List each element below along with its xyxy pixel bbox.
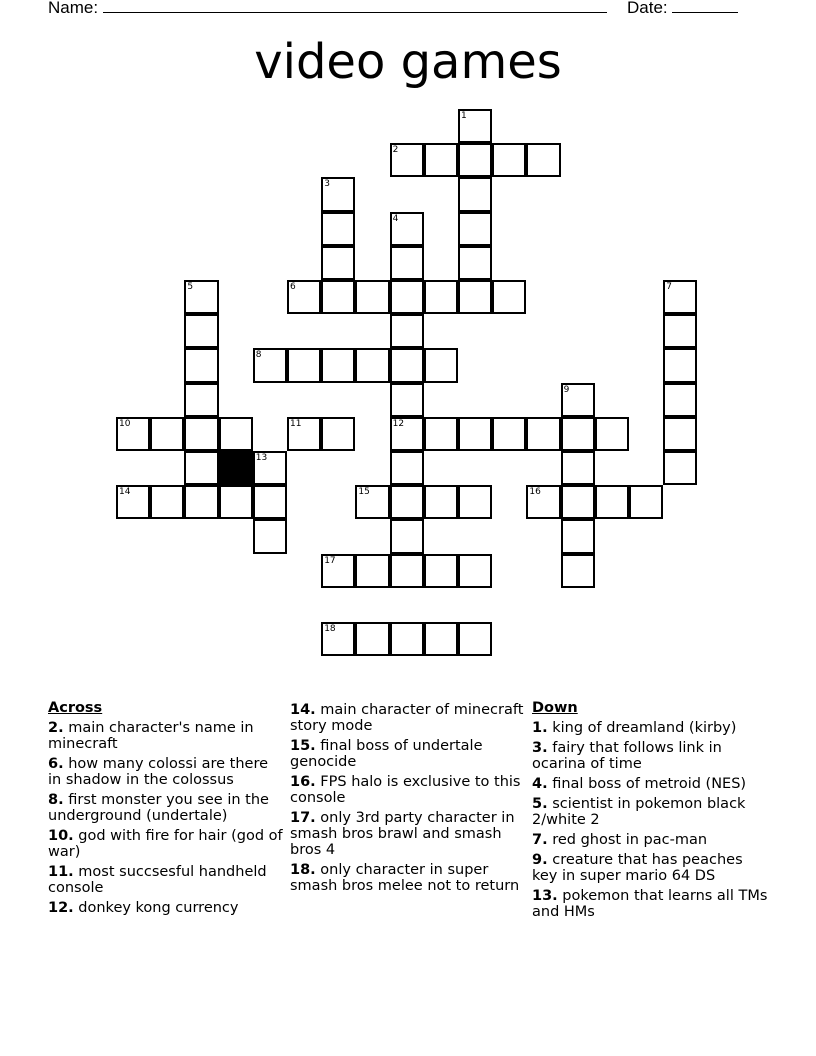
grid-cell[interactable] [184, 383, 218, 417]
grid-cell[interactable] [526, 143, 560, 177]
clue-text: creature that has peaches key in super mario 64 DS [532, 852, 743, 884]
grid-cell[interactable] [184, 485, 218, 519]
across-clue [290, 738, 526, 770]
grid-cell[interactable] [287, 280, 321, 314]
clue-text: main character's name in minecraft [48, 720, 254, 752]
clue-text: main character of minecraft story mode [290, 702, 524, 734]
grid-cell[interactable] [390, 212, 424, 246]
grid-cell[interactable] [390, 417, 424, 451]
across-clue [48, 900, 284, 916]
clue-number: 16. [290, 774, 316, 790]
clue-number: 9. [532, 852, 548, 868]
clue-text: FPS halo is exclusive to this console [290, 774, 521, 806]
down-clue [532, 852, 772, 884]
grid-cell[interactable] [390, 246, 424, 280]
grid-cell[interactable] [184, 348, 218, 382]
grid-cell[interactable] [321, 177, 355, 211]
clue-number: 16 [529, 487, 541, 498]
grid-cell[interactable] [390, 314, 424, 348]
grid-cell[interactable] [424, 485, 458, 519]
clue-number: 11 [290, 418, 302, 429]
clue-number: 2 [392, 145, 399, 156]
across-heading: Across [48, 700, 103, 716]
clue-number: 2. [48, 720, 64, 736]
clue-number: 6. [48, 756, 64, 772]
grid-cell[interactable] [458, 554, 492, 588]
clue-number: 1 [461, 111, 467, 121]
grid-cell[interactable] [150, 485, 184, 519]
across-clue [290, 862, 526, 894]
grid-cell[interactable] [526, 417, 560, 451]
grid-cell[interactable] [287, 417, 321, 451]
grid-cell[interactable] [184, 314, 218, 348]
clue-number: 13 [255, 453, 268, 463]
clue-text: king of dreamland (kirby) [547, 720, 737, 736]
grid-cell[interactable] [321, 348, 355, 382]
grid-cell[interactable] [595, 417, 629, 451]
grid-cell[interactable] [253, 451, 287, 485]
clue-text: fairy that follows link in ocarina of time [532, 740, 722, 772]
grid-cell[interactable] [150, 417, 184, 451]
clue-number: 5. [532, 796, 548, 812]
clue-text: god with fire for hair (god of war) [48, 828, 283, 860]
grid-cell[interactable] [219, 485, 253, 519]
clue-number: 17. [290, 810, 316, 826]
down-clues [532, 700, 772, 924]
grid-cell[interactable] [253, 348, 287, 382]
grid-cell[interactable] [561, 554, 595, 588]
across-clue [48, 792, 284, 824]
grid-cell[interactable] [390, 622, 424, 656]
grid-cell[interactable] [526, 485, 560, 519]
date-label: Date: [627, 0, 668, 17]
grid-cell[interactable] [253, 519, 287, 553]
clue-number: 17 [324, 555, 336, 566]
clue-number: 10. [48, 828, 74, 844]
grid-cell[interactable] [663, 417, 697, 451]
grid-cell[interactable] [663, 348, 697, 382]
clue-text: final boss of undertale genocide [290, 738, 483, 770]
across-clue [48, 828, 284, 860]
grid-cell[interactable] [458, 246, 492, 280]
grid-cell[interactable] [458, 177, 492, 211]
across-clue [290, 702, 526, 734]
grid-cell[interactable] [492, 280, 526, 314]
clue-number: 11. [48, 864, 74, 880]
across-clues-col2 [290, 702, 526, 898]
grid-cell[interactable] [390, 143, 424, 177]
grid-cell[interactable] [424, 417, 458, 451]
clue-text: final boss of metroid (NES) [547, 776, 747, 792]
grid-cell[interactable] [458, 622, 492, 656]
clue-number: 1. [532, 720, 548, 736]
grid-cell[interactable] [321, 622, 355, 656]
grid-cell[interactable] [561, 519, 595, 553]
grid-cell[interactable] [390, 383, 424, 417]
grid-cell[interactable] [458, 417, 492, 451]
grid-cell[interactable] [321, 280, 355, 314]
grid-cell[interactable] [355, 554, 389, 588]
clue-text: only character in super smash bros melee not to return [290, 862, 520, 894]
grid-cell[interactable] [458, 212, 492, 246]
clue-number: 18. [290, 862, 316, 878]
grid-cell[interactable] [184, 280, 218, 314]
grid-cell[interactable] [458, 485, 492, 519]
clue-number: 4 [392, 213, 399, 224]
grid-cell[interactable] [390, 348, 424, 382]
grid-cell[interactable] [424, 348, 458, 382]
grid-cell[interactable] [116, 417, 150, 451]
across-clue [290, 774, 526, 806]
grid-cell[interactable] [390, 485, 424, 519]
grid-cell[interactable] [390, 554, 424, 588]
grid-cell[interactable] [321, 212, 355, 246]
grid-cell[interactable] [321, 554, 355, 588]
clue-text: donkey kong currency [73, 900, 239, 916]
clue-number: 15 [358, 487, 370, 498]
clue-number: 18 [324, 624, 336, 634]
down-clue [532, 740, 772, 772]
clue-number: 3. [532, 740, 548, 756]
grid-cell[interactable] [355, 485, 389, 519]
grid-cell[interactable] [390, 280, 424, 314]
across-clue [48, 756, 284, 788]
grid-cell[interactable] [184, 451, 218, 485]
clue-number: 6 [290, 282, 296, 292]
clue-number: 4. [532, 776, 548, 792]
down-clue [532, 796, 772, 828]
across-clue [48, 720, 284, 752]
down-clue [532, 720, 772, 736]
grid-cell[interactable] [184, 417, 218, 451]
grid-cell[interactable] [561, 417, 595, 451]
clue-number: 3 [324, 179, 330, 190]
grid-cell[interactable] [663, 383, 697, 417]
grid-cell[interactable] [355, 622, 389, 656]
down-clue [532, 776, 772, 792]
clue-number: 12. [48, 900, 74, 916]
clue-text: how many colossi are there in shadow in the colossus [48, 756, 269, 788]
page-title: video games [254, 34, 562, 90]
down-clue [532, 832, 772, 848]
clue-text: first monster you see in the underground (undertale) [48, 792, 269, 824]
black-cell [219, 451, 253, 485]
clue-number: 14 [119, 487, 131, 498]
grid-cell[interactable] [390, 519, 424, 553]
grid-cell[interactable] [219, 417, 253, 451]
grid-cell[interactable] [424, 280, 458, 314]
grid-cell[interactable] [561, 383, 595, 417]
clue-number: 7 [666, 282, 672, 292]
grid-cell[interactable] [458, 280, 492, 314]
grid-cell[interactable] [595, 485, 629, 519]
grid-cell[interactable] [116, 485, 150, 519]
clue-number: 13. [532, 888, 558, 904]
clue-number: 8 [255, 350, 262, 361]
grid-cell[interactable] [355, 348, 389, 382]
grid-cell[interactable] [663, 280, 697, 314]
across-clue [290, 810, 526, 858]
across-clue [48, 864, 284, 896]
clue-text: most succsesful handheld console [48, 864, 267, 896]
grid-cell[interactable] [492, 143, 526, 177]
clue-text: red ghost in pac-man [547, 832, 708, 848]
grid-cell[interactable] [424, 143, 458, 177]
clue-number: 12 [392, 418, 405, 429]
grid-cell[interactable] [561, 485, 595, 519]
clue-number: 8. [48, 792, 64, 808]
clue-number: 14. [290, 702, 316, 718]
grid-cell[interactable] [321, 417, 355, 451]
grid-cell[interactable] [629, 485, 663, 519]
clue-number: 15. [290, 738, 316, 754]
clue-number: 7. [532, 832, 548, 848]
grid-cell[interactable] [458, 143, 492, 177]
down-heading: Down [532, 700, 578, 716]
name-label: Name: [48, 0, 99, 17]
clue-text: only 3rd party character in smash bros brawl and smash bros 4 [290, 810, 515, 858]
grid-cell[interactable] [321, 246, 355, 280]
across-clues-col1 [48, 700, 284, 920]
clue-number: 9 [563, 384, 570, 395]
grid-cell[interactable] [663, 451, 697, 485]
grid-cell[interactable] [458, 109, 492, 143]
clue-number: 5 [187, 282, 194, 292]
grid-cell[interactable] [355, 280, 389, 314]
grid-cell[interactable] [561, 451, 595, 485]
grid-cell[interactable] [424, 554, 458, 588]
clue-text: pokemon that learns all TMs and HMs [532, 888, 768, 920]
grid-cell[interactable] [287, 348, 321, 382]
grid-cell[interactable] [492, 417, 526, 451]
clue-number: 10 [119, 418, 131, 429]
grid-cell[interactable] [253, 485, 287, 519]
grid-cell[interactable] [663, 314, 697, 348]
grid-cell[interactable] [424, 622, 458, 656]
grid-cell[interactable] [390, 451, 424, 485]
clue-text: scientist in pokemon black 2/white 2 [532, 796, 746, 828]
down-clue [532, 888, 772, 920]
